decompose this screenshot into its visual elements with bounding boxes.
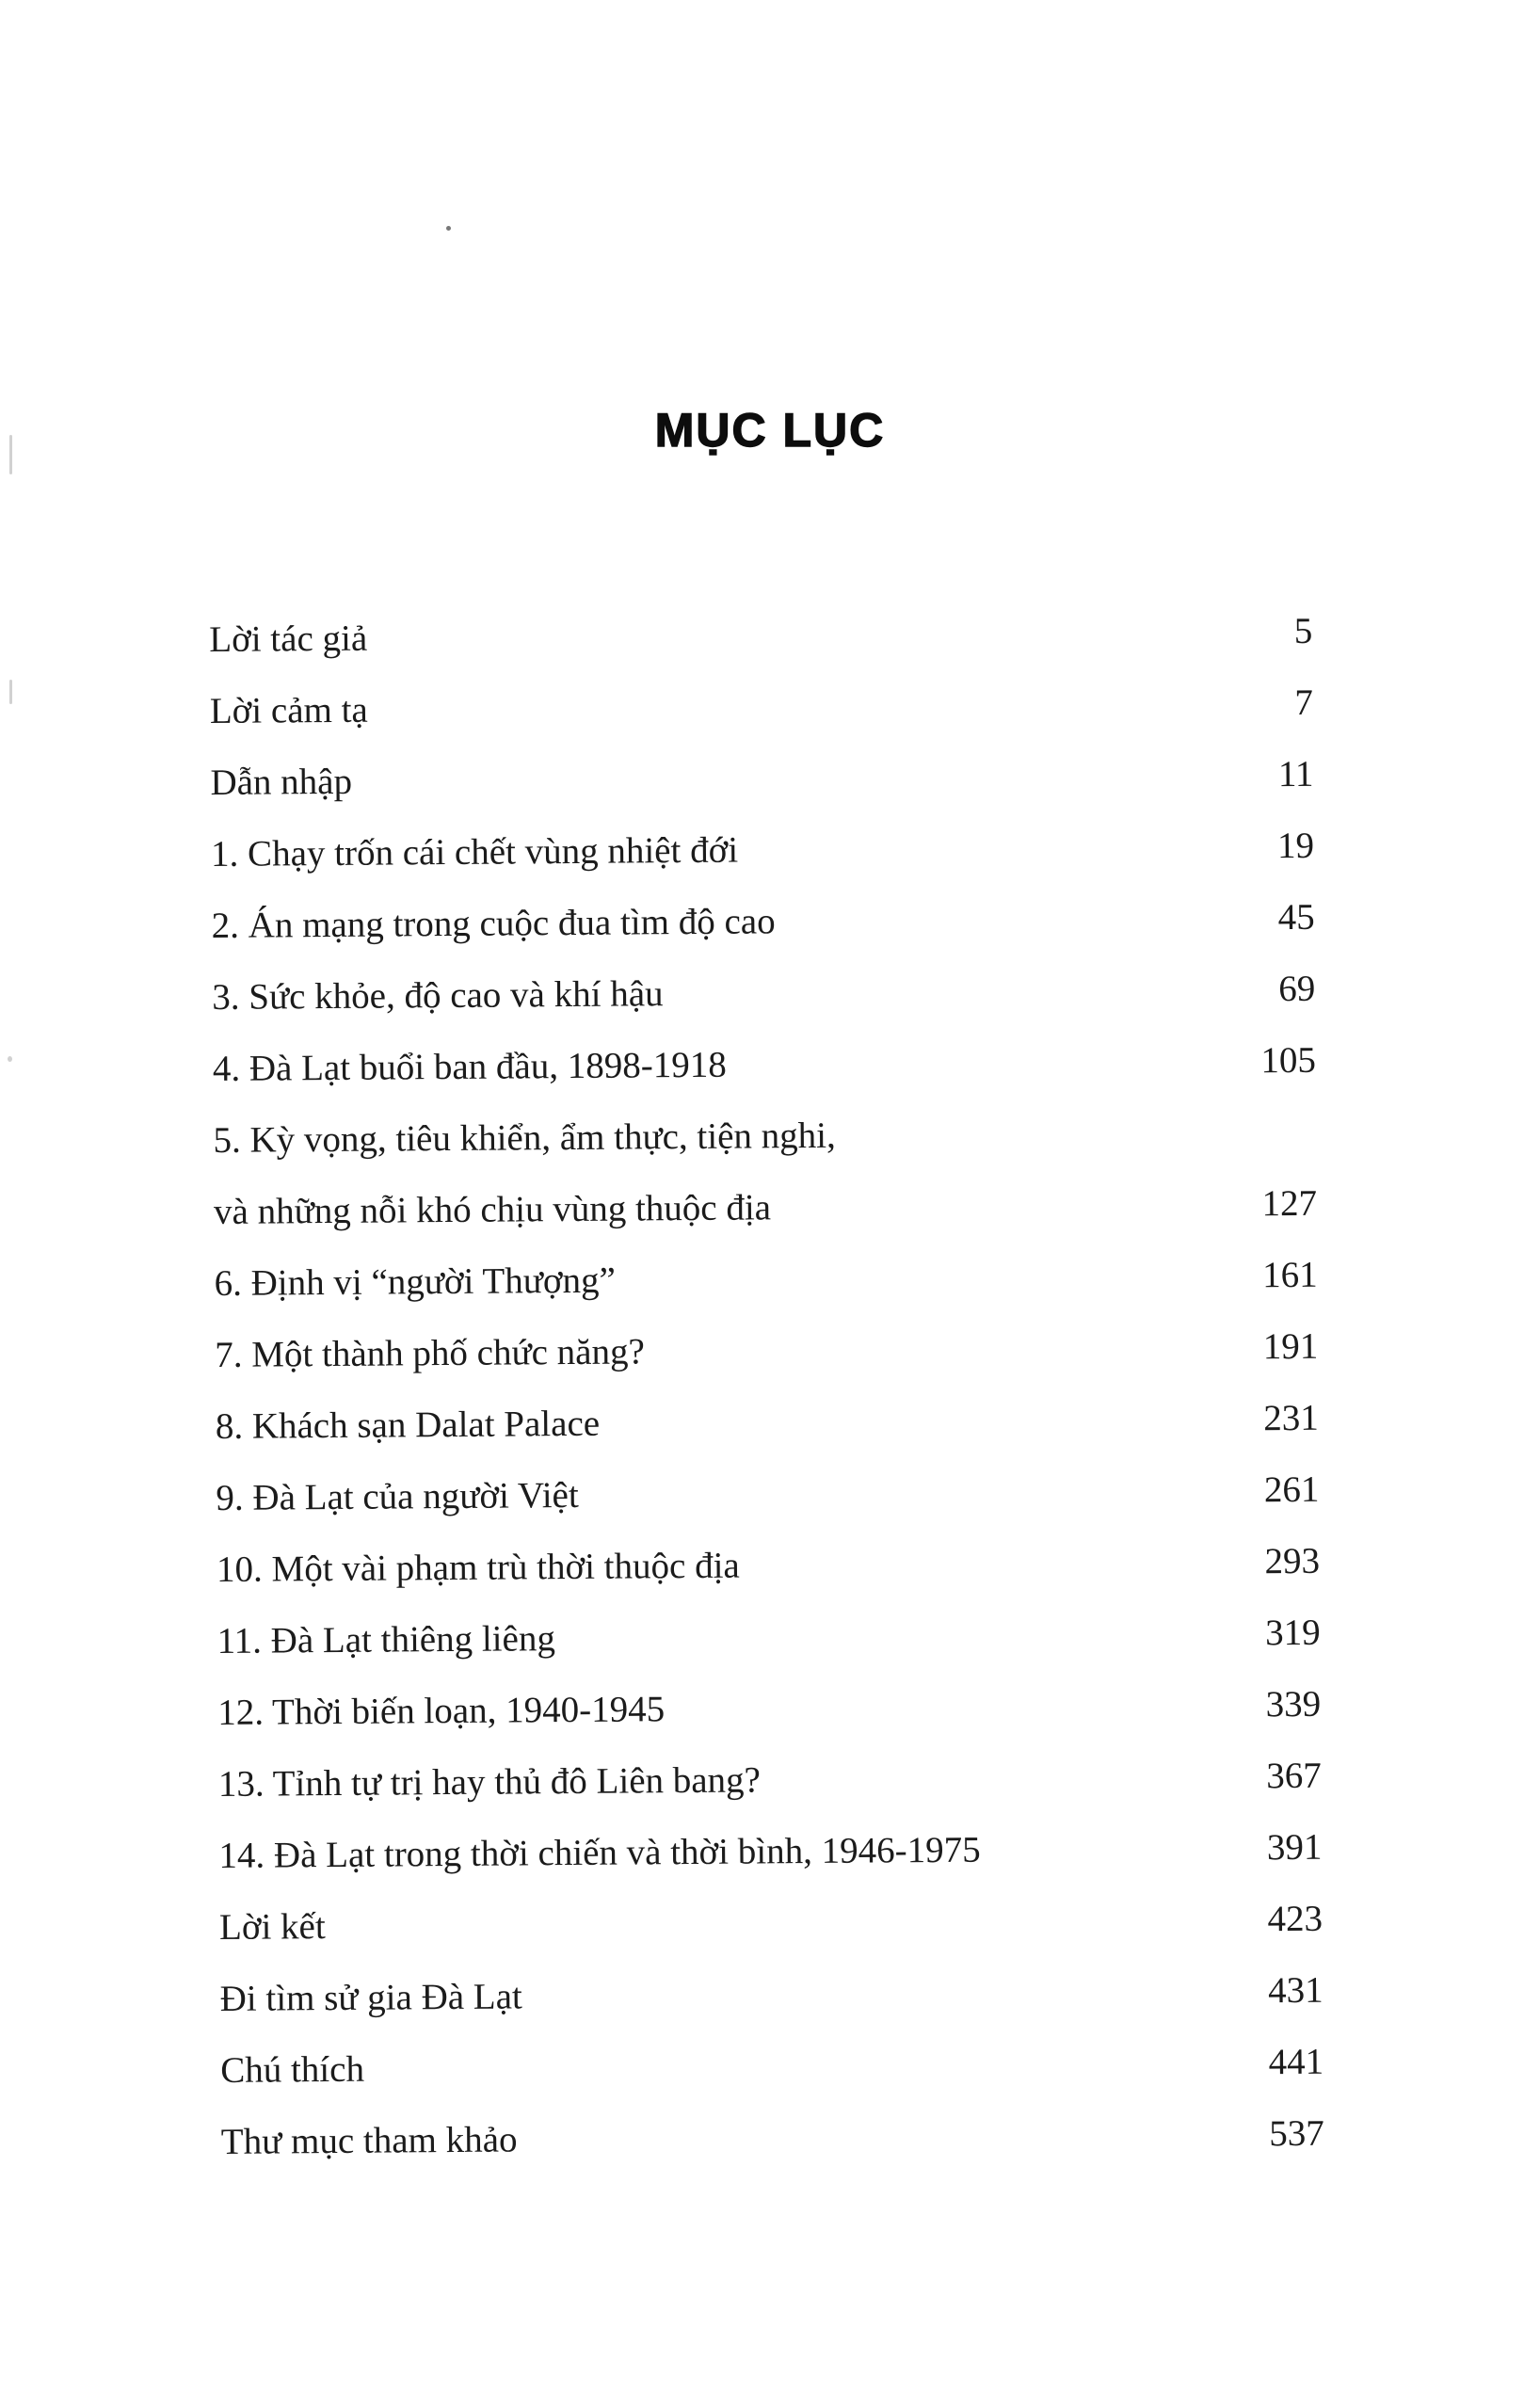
toc-entry-page: 11 <box>1277 753 1314 795</box>
toc-entry <box>217 1597 1321 1677</box>
toc-entry-label: và những nỗi khó chịu vùng thuộc địa <box>213 1187 772 1232</box>
toc-entry-page: 5 <box>1293 610 1313 651</box>
toc-entry-page: 231 <box>1263 1397 1319 1439</box>
toc-entry-label: 4. Đà Lạt buổi ban đầu, 1898-1918 <box>212 1044 727 1089</box>
toc-entry-label: 1. Chạy trốn cái chết vùng nhiệt đới <box>210 829 739 875</box>
toc-list <box>209 596 1324 2178</box>
toc-entry-label: 9. Đà Lạt của người Việt <box>216 1474 579 1518</box>
toc-entry <box>211 882 1315 962</box>
toc-entry <box>217 1526 1321 1606</box>
toc-entry <box>211 810 1315 891</box>
toc-entry-page: 19 <box>1276 825 1315 867</box>
toc-entry-label: Lời kết <box>218 1906 326 1948</box>
toc-entry-page: 423 <box>1267 1898 1323 1940</box>
toc-entry <box>213 1025 1317 1105</box>
toc-entry-label: Lời cảm tạ <box>209 689 368 731</box>
scan-artifact <box>8 1056 12 1062</box>
scan-artifact <box>9 680 12 704</box>
toc-entry <box>209 596 1313 676</box>
toc-entry-page: 339 <box>1265 1683 1322 1725</box>
toc-entry-label: 2. Án mạng trong cuộc đua tìm độ cao <box>211 901 776 946</box>
toc-entry-label: Dẫn nhập <box>210 761 353 803</box>
toc-entry-page: 161 <box>1261 1254 1318 1296</box>
toc-entry-page: 537 <box>1269 2112 1324 2155</box>
toc-entry-label: Đi tìm sử gia Đà Lạt <box>219 1976 522 2019</box>
toc-entry-label: 8. Khách sạn Dalat Palace <box>215 1403 601 1447</box>
page-title: MỤC LỤC <box>654 404 886 457</box>
toc-entry <box>216 1383 1320 1463</box>
toc-entry-label: 13. Tỉnh tự trị hay thủ đô Liên bang? <box>217 1759 762 1805</box>
toc-entry <box>210 667 1314 747</box>
toc-entry-page: 431 <box>1267 1969 1323 2012</box>
toc-entry-label: 7. Một thành phố chức năng? <box>215 1331 645 1375</box>
toc-entry <box>219 1955 1323 2035</box>
toc-entry-page: 319 <box>1264 1612 1321 1654</box>
toc-entry-label: Chú thích <box>220 2048 365 2091</box>
toc-entry-page: 261 <box>1263 1468 1320 1511</box>
toc-entry <box>216 1454 1320 1534</box>
toc-entry-label: Thư mục tham khảo <box>220 2119 518 2162</box>
toc-entry-label: 6. Định vị “người Thượng” <box>214 1260 617 1304</box>
toc-entry <box>221 2098 1325 2178</box>
toc-entry-page: 105 <box>1260 1039 1317 1082</box>
toc-entry-label: 14. Đà Lạt trong thời chiến và thời bình, 1946-1975 <box>218 1829 981 1876</box>
toc-entry-page: 69 <box>1278 968 1316 1010</box>
toc-entry-page: 191 <box>1262 1325 1319 1368</box>
toc-entry-page: 367 <box>1266 1755 1322 1797</box>
toc-entry-page: 293 <box>1264 1540 1321 1582</box>
toc-entry-label: 11. Đà Lạt thiêng liêng <box>217 1618 556 1661</box>
toc-entry-page: 391 <box>1266 1826 1323 1869</box>
toc-entry <box>218 1741 1323 1821</box>
toc-entry <box>214 1168 1318 1248</box>
scan-artifact <box>446 226 451 231</box>
toc-entry <box>217 1669 1322 1749</box>
toc-entry-page: 441 <box>1268 2041 1324 2083</box>
toc-entry <box>212 954 1316 1034</box>
toc-entry <box>219 1884 1323 1964</box>
toc-entry <box>214 1240 1318 1320</box>
toc-entry <box>218 1812 1323 1892</box>
toc-entry-label: Lời tác giả <box>209 618 368 660</box>
toc-entry-page: 45 <box>1277 896 1315 939</box>
toc-entry-page: 7 <box>1294 682 1314 723</box>
toc-entry-page: 127 <box>1261 1182 1318 1225</box>
toc-entry-label: 5. Kỳ vọng, tiêu khiển, ẩm thực, tiện nghi, <box>213 1115 836 1161</box>
toc-entry <box>220 2027 1324 2107</box>
toc-entry <box>213 1097 1317 1177</box>
toc-entry-label: 12. Thời biến loạn, 1940-1945 <box>217 1689 666 1733</box>
toc-entry-label: 10. Một vài phạm trù thời thuộc địa <box>216 1545 740 1590</box>
toc-entry <box>215 1311 1319 1391</box>
toc-entry-label: 3. Sức khỏe, độ cao và khí hậu <box>212 973 664 1018</box>
toc-entry <box>210 739 1314 819</box>
